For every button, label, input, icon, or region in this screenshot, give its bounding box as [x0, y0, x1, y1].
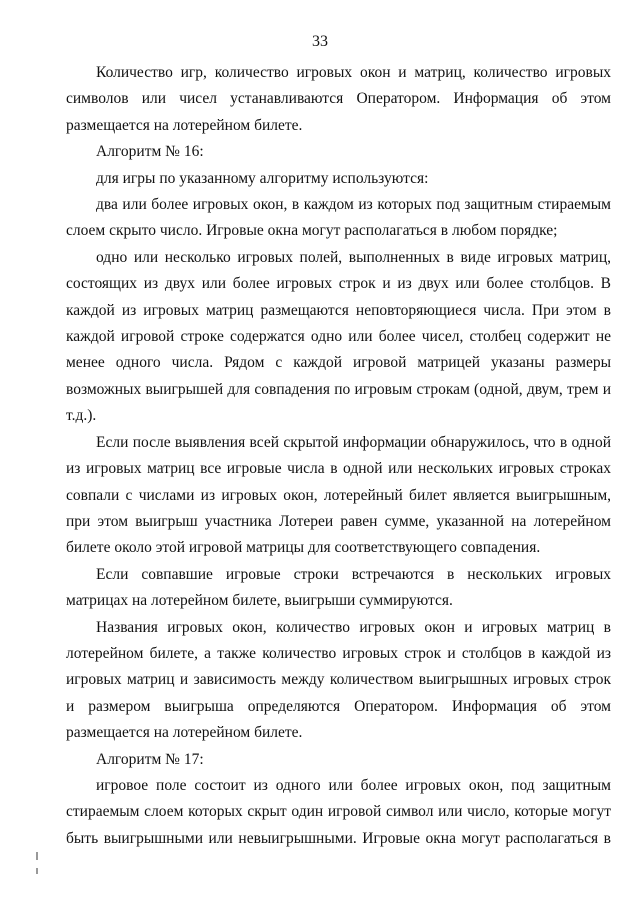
scan-margin-mark: [36, 852, 38, 860]
heading-algorithm-17: Алгоритм № 17:: [96, 750, 204, 768]
document-body: [66, 60, 611, 852]
paragraph-winning-condition: Если после выявления всей скрытой информации обнаружилось, что в одной из игровых матриц все игровые числа в одной или нескольких игровых строках совпали с числами из игровых окон, лотерейный билет является выигрышным, при этом выигрыш участника Лотереи равен сумме, указанной на лотерейном билете около этой игровой матрицы для соответствующего совпадения.: [66, 433, 611, 557]
paragraph-game-windows: два или более игровых окон, в каждом из которых под защитным стираемым слоем скрыто число. Игровые окна могут располагаться в любом порядке;: [66, 196, 611, 240]
paragraph-game-matrices: одно или несколько игровых полей, выполненных в виде игровых матриц, состоящих из двух или более игровых строк и из двух или более столбцов. В каждой из игровых матриц размещаются неповторяющиеся числа. При этом в каждой игровой строке содержатся одно или более чисел, столбец содержит не менее одного числа. Рядом с каждой игровой матрицей указаны размеры возможных выигрышей для совпадения по игровым строкам (одной, двум, трем и т.д.).: [66, 248, 611, 425]
paragraph-game-field: игровое поле состоит из одного или более игровых окон, под защитным стираемым слоем которых скрыт один игровой символ или число, которые могут быть выигрышными или невыигрышными. Игровые окна могут располагаться в: [66, 776, 611, 847]
scan-margin-mark: [36, 868, 38, 874]
paragraph-used-for-game: для игры по указанному алгоритму используются:: [96, 169, 429, 187]
paragraph-operator-defines: Названия игровых окон, количество игровых окон и игровых матриц в лотерейном билете, а также количество игровых строк и столбцов в каждой из игровых матриц и зависимость между количеством выигрышных игровых строк и размером выигрыша определяются Оператором. Информация об этом размещается на лотерейном билете.: [66, 618, 611, 742]
paragraph-wins-summed: Если совпавшие игровые строки встречаются в нескольких игровых матрицах на лотерейном билете, выигрыши суммируются.: [66, 565, 611, 610]
heading-algorithm-16: Алгоритм № 16:: [96, 143, 204, 161]
page-number: 33: [312, 33, 328, 50]
paragraph-game-count: Количество игр, количество игровых окон и матриц, количество игровых символов или чисел устанавливаются Оператором. Информация об этом размещается на лотерейном билете.: [66, 64, 611, 134]
